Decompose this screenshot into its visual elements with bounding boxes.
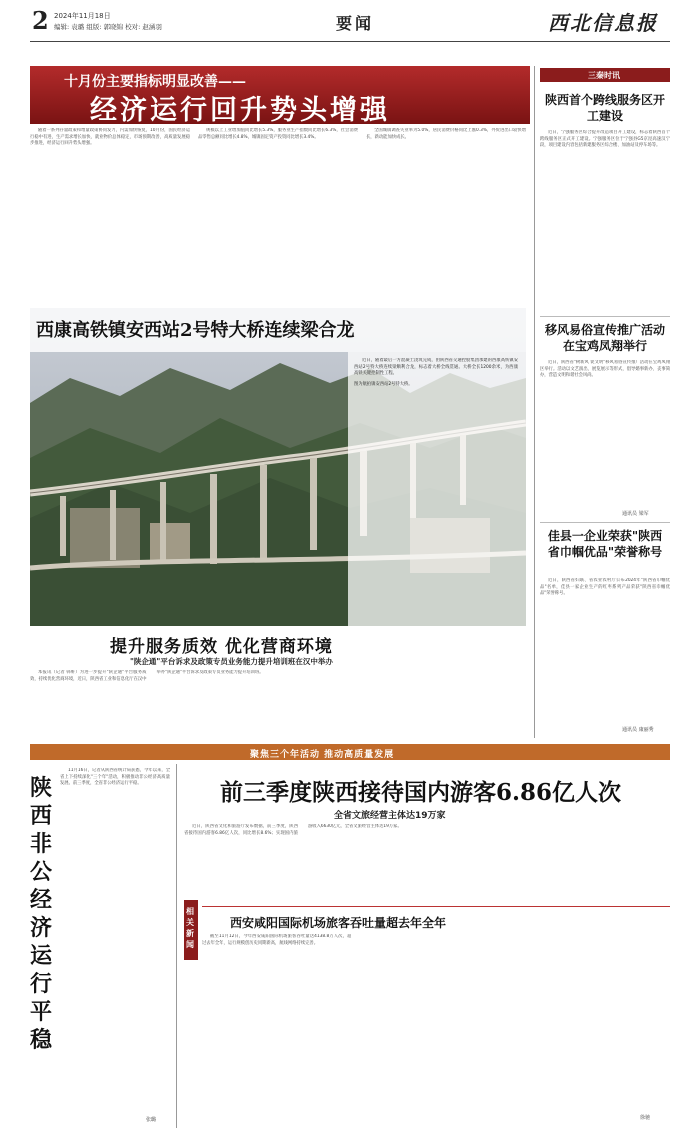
service-article (30, 632, 526, 738)
lead-headline-banner (30, 66, 530, 124)
sidebar-byline-1: 通讯员 梁军 (622, 511, 649, 517)
sidebar-story1-text: 近日，宁强服务区综合提升改造项目开工建设，标志着陕西首个跨线服务区正式开工建设。宁强服务区位于宁强县G5京昆高速汉宁段，项目建设内容包括新建服务区综合楼、加油站及停车场等。 (540, 130, 670, 149)
lead-col2-text: 规模以上工业增加值同比增长5.3%，服务业生产指数同比增长6.3%，社会消费品零售总额同比增长4.8%，城镇固定资产投资同比增长3.4%。 (198, 128, 358, 140)
sidebar-rule (534, 66, 535, 738)
photo-caption-box (354, 358, 518, 578)
related-text: 截至11月12日，今年西安咸阳国际机场旅客吞吐量达4138.8万人次，超过去年全年，运行规模创历史同期新高，航线网络持续完善。 (202, 934, 352, 946)
service-headline: 提升服务质效 优化营商环境 (110, 637, 333, 657)
economy-text: 11月16日，记者从陕西省统计局获悉，今年以来，全省上下持续深化"三个年"活动，积极推动非公经济高质量发展。前三季度，全省非公经济运行平稳。 (60, 768, 170, 787)
theme-banner-text: 聚焦三个年活动 推动高质量发展 (250, 750, 395, 760)
economy-body (60, 768, 170, 1114)
sidebar-story2-title: 移风易俗宣传推广活动在宝鸡凤翔举行 (544, 323, 665, 353)
masthead (30, 6, 670, 40)
sidebar-story1-title: 陕西首个跨线服务区开工建设 (544, 93, 665, 123)
sidebar-column-label: 三秦时讯 (588, 71, 620, 80)
issue-date: 2024年11月18日 (54, 12, 111, 20)
tourism-text: 近日，陕西省文化和旅游厅发布数据，前三季度，陕西省接待国内游客6.86亿人次，同比增长8.6%；实现国内旅游收入6630亿元，全省文旅经营主体达19万家。 (184, 824, 402, 836)
paper-logo: 西北信息报 (548, 11, 658, 35)
theme-banner (30, 744, 670, 760)
sidebar-column-bar (540, 68, 670, 82)
page-number: 2 (32, 6, 49, 35)
photo-caption-credit: 图为航拍镇安西站2号特大桥。 (354, 381, 413, 387)
bottom-column-rule (176, 764, 177, 1128)
related-title: 西安咸阳国际机场旅客吞吐量超去年全年 (230, 916, 447, 930)
sidebar-story3-text: 近日，陕西省妇联、省农业农村厅公布2024年"陕西省巾帼优品"名单，佳县一家企业生产的红枣系列产品荣获"陕西省巾帼优品"荣誉称号。 (540, 578, 670, 597)
service-body (30, 670, 526, 734)
news-sidebar (540, 66, 670, 738)
photo-caption-text: 近日，随着最后一方混凝土浇筑完成，由陕西省交通控股集团承建的西康高铁镇安西站2号特大桥连续梁顺利合龙，标志着大桥全线贯通。大桥全长1200余米，为西康高铁关键控制性工程。 (354, 358, 518, 377)
related-label-bar (184, 900, 198, 960)
lead-headline: 经济运行回升势头增强 (90, 95, 390, 126)
related-byline: 徐驰 (640, 1115, 651, 1121)
sidebar-divider-2 (540, 522, 670, 523)
service-text: 本报讯（记者 韩軒）为进一步提升"陕企通"平台服务质效，持续优化营商环境，近日，陕西省工业和信息化厅在汉中举办"陕企通"平台诉求及政策专员业务能力提升培训班。 (30, 670, 264, 682)
section-name: 要闻 (336, 14, 375, 33)
related-news (184, 900, 670, 1128)
sidebar-story1-body (540, 130, 670, 312)
service-subhead: "陕企通"平台诉求及政策专员业务能力提升培训班在汉中举办 (130, 657, 333, 666)
tourism-subhead: 全省文旅经营主体达19万家 (334, 811, 446, 821)
lead-col3-text: 全国城镇调查失业率为5.0%，居民消费价格同比上涨0.3%，外贸进出口较快增长，新动能加快成长。 (366, 128, 526, 140)
related-label: 相关新闻 (186, 907, 194, 949)
sidebar-story3-body (540, 578, 670, 724)
sidebar-story2-text: 近日，陕西省"树新风 促文明"移风易俗宣传推广活动在宝鸡凤翔区举行。活动以文艺演出、展览展示等形式，倡导婚事新办、丧事简办，营造文明和谐社会风尚。 (540, 360, 670, 379)
lead-column-2 (198, 128, 358, 306)
tourism-headline: 前三季度陕西接待国内游客6.86亿人次 (220, 779, 622, 806)
sidebar-story2-body (540, 360, 670, 512)
lead-col1-text: 随着一系列存量政策和增量政策协同发力，内需加快恢复，10月份，国民经济运行稳中有进，生产需求增长加快，就业物价总体稳定，市场预期改善，高质量发展稳步推进，经济运行回升势头增强。 (30, 128, 190, 147)
lead-column-1 (30, 128, 190, 306)
tourism-article (184, 764, 670, 874)
sidebar-story3-title: 佳县一企业荣获"陕西省巾帼优品"荣誉称号 (547, 529, 663, 559)
sidebar-byline-2: 通讯员 康丽秀 (622, 727, 654, 733)
sidebar-divider-1 (540, 316, 670, 317)
lead-kicker: 十月份主要指标明显改善—— (64, 74, 246, 90)
economy-vertical-title: 陕西非公经济运行平稳 (30, 775, 53, 1053)
related-body (202, 934, 670, 1112)
masthead-rule (30, 41, 670, 42)
economy-article (30, 764, 170, 1128)
lead-column-3 (366, 128, 526, 306)
economy-byline: 张璐 (146, 1117, 157, 1123)
tourism-body (184, 824, 670, 902)
photo-caption-title: 西康高铁镇安西站2号特大桥连续梁合龙 (36, 320, 355, 341)
editor-credits: 编辑: 袁璐 组版: 郭晓锦 校对: 赵涵羽 (54, 23, 162, 31)
related-rule (202, 906, 670, 907)
bridge-photo (30, 308, 526, 626)
